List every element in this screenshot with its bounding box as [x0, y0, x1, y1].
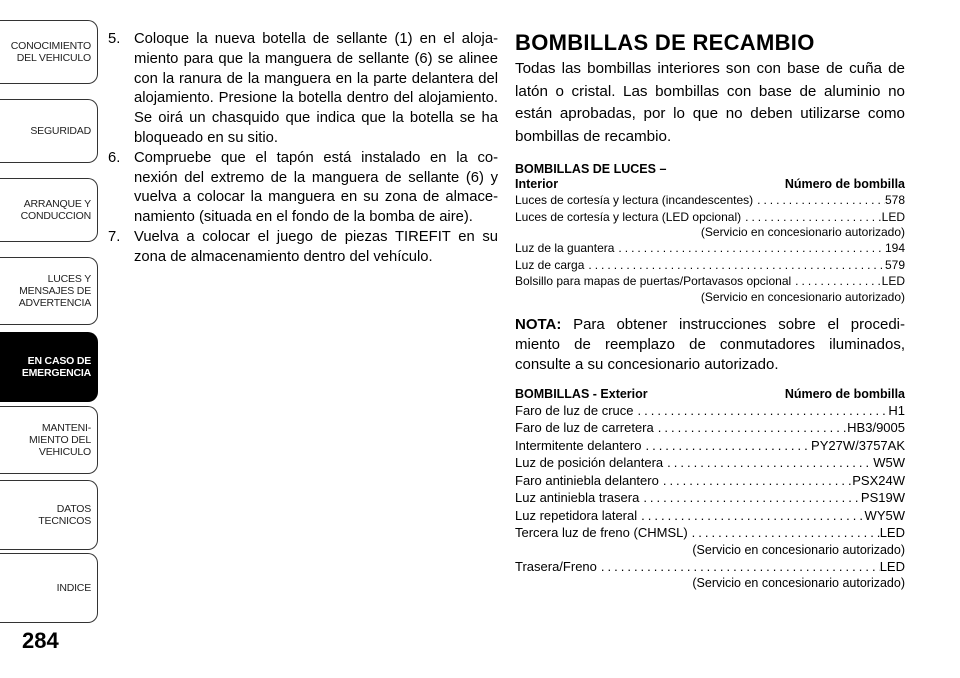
- bulb-number: H1: [888, 402, 905, 418]
- tab-seguridad[interactable]: SEGURIDAD: [0, 99, 98, 163]
- bulb-number: WY5W: [864, 507, 905, 523]
- bulb-label: Trasera/Freno: [515, 558, 597, 574]
- tab-arranque[interactable]: ARRANQUE Y CONDUCCION: [0, 178, 98, 242]
- dot-leader: [654, 419, 847, 437]
- tab-datos[interactable]: DATOS TECNICOS: [0, 480, 98, 550]
- table-row: [515, 419, 905, 437]
- note-label: NOTA:: [515, 315, 562, 333]
- dot-leader: [753, 192, 885, 209]
- bulb-number: LED: [881, 209, 905, 224]
- step-item: [108, 149, 498, 228]
- dot-leader: [663, 454, 873, 472]
- step-text: Compruebe que el tapón está instalado en la co- nexión del extremo de la manguera de sellante (6) y vuelva a colocar la manguera en su zona de almace- namiento (situada en el fondo de la bomba de aire).: [134, 149, 498, 226]
- bulb-number: PS19W: [860, 490, 905, 505]
- bulb-label: Luz antiniebla trasera: [515, 490, 640, 505]
- bulb-label: Luz repetidora lateral: [515, 507, 638, 523]
- note-text: Para obtener instrucciones sobre el procedi- miento de reemplazo de conmutadores iluminados, consulte a su concesionario autorizado.: [515, 315, 905, 373]
- interior-col-left: Interior: [515, 177, 559, 191]
- exterior-table: [515, 387, 905, 592]
- dot-leader: [688, 524, 880, 542]
- bulb-label: Intermitente delantero: [515, 437, 642, 453]
- bulb-number: 579: [884, 257, 905, 272]
- table-row: [515, 489, 905, 507]
- exterior-col-right: Número de bombilla: [784, 386, 905, 401]
- table-row: [515, 257, 905, 274]
- step-number: 5.: [108, 31, 121, 47]
- note-paragraph: [515, 315, 905, 375]
- interior-columns: [515, 177, 905, 192]
- bulb-number: 194: [884, 241, 905, 255]
- interior-heading: BOMBILLAS DE LUCES –: [515, 162, 667, 176]
- step-text: Coloque la nueva botella de sellante (1) en el aloja- miento para que la manguera de sellante (6) se alinee con la ranura de la manguera en la parte delantera del alojamiento. Presione la botella dentro del alojamiento. Se oirá un chasquido que indica que la botella se ha bloqueado en su sitio.: [134, 31, 498, 146]
- dot-leader: [659, 472, 852, 490]
- bulb-label: Luz de carga: [515, 257, 585, 272]
- bulb-label: Luz de posición delantera: [515, 455, 664, 470]
- bulb-label: Bolsillo para mapas de puertas/Portavasos opcional: [515, 274, 792, 288]
- step-text: Vuelva a colocar el juego de piezas TIREFIT en su zona de almacenamiento dentro del vehículo.: [134, 228, 498, 265]
- bulb-number: LED: [879, 558, 905, 574]
- dot-leader: [614, 240, 885, 257]
- dot-leader: [639, 489, 861, 507]
- bulb-number: LED: [881, 274, 905, 288]
- bulb-label: Tercera luz de freno (CHMSL): [515, 525, 688, 540]
- bulb-label: Faro de luz de cruce: [515, 402, 634, 418]
- dot-leader: [641, 437, 811, 455]
- dot-leader: [584, 257, 885, 274]
- table-row: [515, 472, 905, 490]
- table-row: [515, 209, 905, 226]
- dot-leader: [741, 209, 882, 226]
- table-row: [515, 192, 905, 209]
- table-row: [515, 402, 905, 420]
- dot-leader: [637, 507, 864, 525]
- page-number: 284: [22, 628, 59, 653]
- step-number: 7.: [108, 228, 121, 245]
- bulb-label: Faro antiniebla delantero: [515, 472, 659, 488]
- left-column: [108, 30, 498, 268]
- bulb-label: Luz de la guantera: [515, 241, 615, 255]
- bulb-label: Faro de luz de carretera: [515, 420, 654, 435]
- right-column: [515, 30, 905, 591]
- tab-emergencia[interactable]: EN CASO DE EMERGENCIA: [0, 332, 98, 402]
- tab-conocimiento[interactable]: CONOCIMIENTO DEL VEHICULO: [0, 20, 98, 84]
- interior-table: [515, 162, 905, 305]
- interior-col-right: Número de bombilla: [784, 177, 905, 191]
- tab-indice[interactable]: INDICE: [0, 553, 98, 623]
- intro-paragraph: Todas las bombillas interiores son con base de cuña de latón o cristal. Las bombillas con base de aluminio no están aprobadas, por lo que no deben utilizarse como bombillas de recambio.: [515, 60, 905, 145]
- bulb-label: Luces de cortesía y lectura (incandescentes): [515, 193, 754, 207]
- dot-leader: [597, 558, 880, 576]
- table-row: [515, 454, 905, 472]
- bulb-label: Luces de cortesía y lectura (LED opcional): [515, 209, 742, 224]
- step-item: [108, 30, 498, 149]
- service-note: (Servicio en concesionario autorizado): [700, 225, 905, 239]
- table-row: [515, 524, 905, 542]
- exterior-columns: [515, 387, 905, 402]
- table-row: [515, 558, 905, 576]
- service-note: (Servicio en concesionario autorizado): [692, 576, 905, 590]
- step-number: 6.: [108, 149, 121, 166]
- table-row: [515, 437, 905, 455]
- service-note: (Servicio en concesionario autorizado): [700, 289, 905, 304]
- tab-mantenimiento[interactable]: MANTENI- MIENTO DEL VEHICULO: [0, 406, 98, 474]
- bulb-number: W5W: [873, 455, 905, 470]
- service-note: (Servicio en concesionario autorizado): [692, 542, 905, 557]
- dot-leader: [634, 402, 889, 420]
- dot-leader: [791, 273, 881, 290]
- bulb-number: 578: [884, 193, 905, 207]
- exterior-col-left: BOMBILLAS - Exterior: [515, 386, 648, 401]
- bulb-number: HB3/9005: [847, 420, 905, 435]
- step-item: [108, 228, 498, 268]
- tab-luces[interactable]: LUCES Y MENSAJES DE ADVERTENCIA: [0, 257, 98, 325]
- bulb-number: PY27W/3757AK: [811, 437, 905, 453]
- table-row: [515, 240, 905, 257]
- bulb-number: LED: [879, 525, 905, 540]
- bulb-number: PSX24W: [852, 472, 905, 488]
- section-title: BOMBILLAS DE RECAMBIO: [515, 30, 815, 55]
- table-row: [515, 507, 905, 525]
- table-row: [515, 273, 905, 290]
